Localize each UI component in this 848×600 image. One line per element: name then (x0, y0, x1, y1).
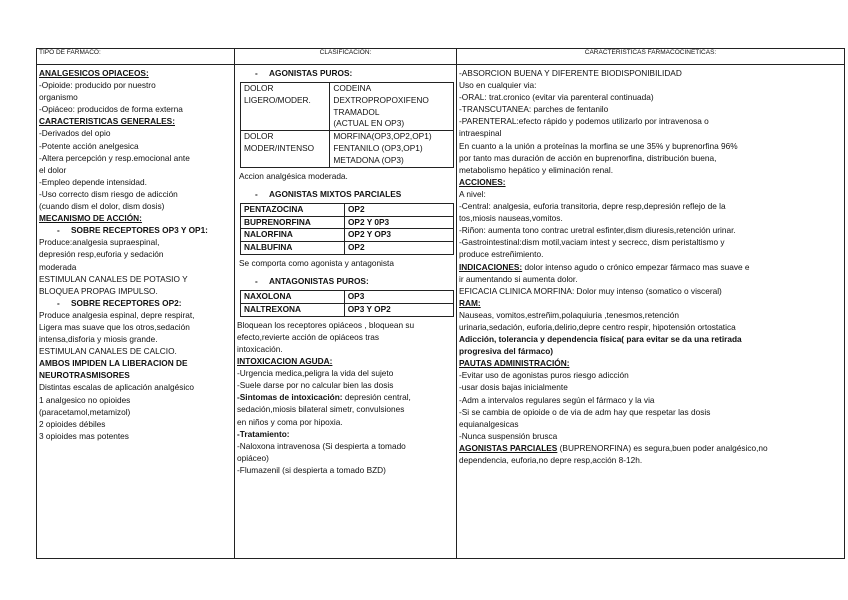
text-line: ESTIMULAN CANALES DE CALCIO. (39, 346, 177, 357)
text-line: EFICACIA CLINICA MORFINA: Dolor muy intenso (somatico o visceral) (459, 285, 722, 296)
text-line: -Central: analgesia, euforia transitoria, depre resp,depresión reflejo de la (459, 201, 726, 212)
sintomas-text: depresión central, (342, 392, 411, 403)
pharmacology-table (36, 48, 845, 559)
text-line: el dolor (39, 164, 67, 175)
table-cell: NALORFINA (241, 229, 345, 242)
antagonistas-table (240, 290, 454, 317)
text-line: Uso en cualquier via: (459, 80, 537, 91)
cell-text: FENTANILO (OP3,OP1) (333, 143, 423, 154)
table-cell: OP3 Y OP2 (344, 304, 453, 317)
cell-text: LIGERO/MODER. (244, 94, 311, 105)
indicaciones-title: INDICACIONES: (459, 261, 523, 272)
agonistas-puros-table (240, 82, 454, 168)
text-line: (cuando dism el dolor, dism dosis) (39, 201, 165, 212)
text-line: -Adm a intervalos regulares según el fármaco y la via (459, 394, 655, 405)
text-line (237, 391, 454, 403)
table-cell: NALTREXONA (241, 304, 345, 317)
text-line: -Opioide: producido por nuestro (39, 80, 156, 91)
table-cell: PENTAZOCINA (241, 203, 345, 216)
intoxicacion-title: INTOXICACION AGUDA: (237, 356, 333, 367)
tratamiento-label: -Tratamiento: (237, 428, 290, 439)
text-line: efecto,revierte acción de opiáceos tras (237, 331, 380, 342)
table-row (241, 304, 454, 317)
text-line: -Si se cambia de opioide o de via de adm hay que respetar las dosis (459, 406, 711, 417)
table-row (241, 131, 454, 167)
table-cell (330, 83, 454, 131)
text-line: intensa,disforia y miosis grande. (39, 334, 158, 345)
text-line: dependencia, euforia,no depre resp,acción 8-12h. (459, 455, 643, 465)
text-line: 1 analgesico no opioides (39, 394, 131, 405)
text-line: -Altera percepción y resp.emocional ante (39, 152, 190, 163)
header-row (37, 49, 845, 65)
text-line: Adicción, tolerancia y dependencia física( para evitar se da una retirada (459, 334, 742, 345)
cell-text: DEXTROPROPOXIFENO (333, 94, 429, 105)
text-line: (paracetamol,metamizol) (39, 406, 131, 417)
table-cell: OP2 (344, 203, 453, 216)
text-line: -Suele darse por no calcular bien las dosis (237, 380, 394, 391)
text-line: ESTIMULAN CANALES DE POTASIO Y (39, 273, 188, 284)
text-line: intraespinal (459, 128, 502, 139)
text-line: -Nunca suspensión brusca (459, 430, 558, 441)
op2-subtitle: - SOBRE RECEPTORES OP2: (39, 297, 232, 309)
text-line: -Gastrointestinal:dism motil,vaciam intest y secrecc, dism peristaltismo y (459, 237, 725, 248)
table-row (241, 216, 454, 229)
mecanismo-title: MECANISMO DE ACCIÓN: (39, 213, 142, 224)
cell-text: TRAMADOL (333, 106, 380, 117)
text-line: 2 opioides débiles (39, 418, 106, 429)
table-cell: OP2 Y OP3 (344, 229, 453, 242)
agonistas-puros-title: - AGONISTAS PUROS: (237, 67, 454, 79)
agonistas-parciales-title: AGONISTAS PARCIALES (459, 442, 558, 453)
text-line: NEUROTRASMISORES (39, 370, 130, 381)
table-cell: NAXOLONA (241, 291, 345, 304)
cell-text: (ACTUAL EN OP3) (333, 118, 405, 129)
text-line: AMBOS IMPIDEN LA LIBERACION DE (39, 358, 188, 369)
table-cell: OP2 Y 0P3 (344, 216, 453, 229)
text-line: -Riñon: aumenta tono contrac uretral esfinter,dism diuresis,retención urinar. (459, 225, 736, 236)
antagonistas-title: - ANTAGONISTAS PUROS: (237, 275, 454, 287)
table-cell: OP2 (344, 242, 453, 255)
text-line: en niños y coma por hipoxia. (237, 416, 343, 427)
header-caracteristicas: CARACTERISTICAS FARMACOCINETICAS: (457, 49, 845, 65)
text-line: Se comporta como agonista y antagonista (239, 258, 394, 269)
table-cell: OP3 (344, 291, 453, 304)
text-line: -Derivados del opio (39, 128, 111, 139)
text-line: -Uso correcto dism riesgo de adicción (39, 188, 178, 199)
text-line: Ligera mas suave que los otros,sedación (39, 321, 190, 332)
text-line: Nauseas, vomitos,estreñim,polaquiuria ,tenesmos,retención (459, 309, 679, 320)
text-line: -Opiáceo: producidos de forma externa (39, 104, 183, 115)
table-cell (241, 131, 330, 167)
cell-text: MORFINA(OP3,OP2,OP1) (333, 131, 432, 142)
table-row (241, 203, 454, 216)
text-line: -Naloxona intravenosa (Si despierta a tomado (237, 440, 406, 451)
text-line: depresión resp,euforia y sedación (39, 249, 164, 260)
text-line: -Potente acción anelgesica (39, 140, 139, 151)
agonistas-mixtos-table (240, 203, 454, 255)
table-cell: NALBUFINA (241, 242, 345, 255)
text-line: por tanto mas duración de acción en buprenorfina, distribución buena, (459, 152, 717, 163)
indicaciones-text: dolor intenso agudo o crónico empezar fármaco mas suave e (522, 261, 750, 272)
table-cell (241, 83, 330, 131)
text-line: BLOQUEA PROPAG IMPULSO. (39, 285, 158, 296)
op3-op1-subtitle: - SOBRE RECEPTORES OP3 Y OP1: (39, 224, 232, 236)
text-line: tos,miosis nauseas,vomitos. (459, 213, 563, 224)
text-line (459, 442, 842, 454)
agonistas-parciales-text: (BUPRENORFINA) es segura,buen poder analgésico,no (557, 442, 768, 453)
text-line: opiáceo) (237, 452, 269, 463)
text-line: metabolismo hepático y eliminación renal. (459, 164, 614, 175)
table-cell: BUPRENORFINA (241, 216, 345, 229)
header-tipo: TIPO DE FARMACO: (37, 49, 235, 65)
text-line: -Flumazenil (si despierta a tomado BZD) (237, 464, 386, 475)
text-line: Produce:analgesia supraespinal, (39, 237, 160, 248)
text-line: -Evitar uso de agonistas puros riesgo adicción (459, 370, 629, 381)
text-line: ir aumentando si aumenta dolor. (459, 273, 578, 284)
text-line: organismo (39, 92, 78, 103)
cell-text: DOLOR (244, 131, 274, 142)
caracteristicas-generales-title: CARACTERISTICAS GENERALES: (39, 116, 175, 127)
acciones-title: ACCIONES: (459, 176, 506, 187)
text-line: -ORAL: trat.cronico (evitar via parenteral continuada) (459, 92, 654, 103)
cell-text: METADONA (OP3) (333, 154, 404, 165)
text-line: Distintas escalas de aplicación analgésico (39, 382, 194, 393)
text-line: A nivel: (459, 188, 486, 199)
text-line: -ABSORCION BUENA Y DIFERENTE BIODISPONIBILIDAD (459, 68, 682, 78)
opiaceos-title: ANALGESICOS OPIACEOS: (39, 68, 149, 78)
clasificacion-column (235, 65, 457, 559)
text-line: Bloquean los receptores opiáceos , bloquean su (237, 319, 415, 330)
text-line: Accion analgésica moderada. (239, 170, 348, 181)
text-line: Produce analgesia espinal, depre respirat, (39, 309, 195, 320)
table-cell (330, 131, 454, 167)
table-row (241, 83, 454, 131)
text-line: 3 opioides mas potentes (39, 430, 129, 441)
document-page (36, 48, 844, 559)
text-line: sedación,miosis bilateral simetr, convulsiones (237, 404, 405, 415)
cell-text: DOLOR (244, 83, 274, 94)
text-line: moderada (39, 261, 77, 272)
text-line: produce estreñimiento. (459, 249, 544, 260)
text-line: -PARENTERAL:efecto rápido y podemos utilizarlo por intravenosa o (459, 116, 709, 127)
caracteristicas-column (457, 65, 845, 559)
agonistas-mixtos-title: - AGONISTAS MIXTOS PARCIALES (237, 188, 454, 200)
table-row (241, 229, 454, 242)
table-row (241, 242, 454, 255)
cell-text: MODER/INTENSO (244, 143, 315, 154)
pautas-title: PAUTAS ADMINISTRACIÓN: (459, 358, 570, 369)
text-line (459, 261, 842, 273)
text-line: -usar dosis bajas inicialmente (459, 382, 568, 393)
text-line: -Urgencia medica,peligra la vida del sujeto (237, 368, 394, 379)
tipo-column (37, 65, 235, 559)
text-line: equianalgesicas (459, 418, 519, 429)
sintomas-label: -Sintomas de intoxicación: (237, 392, 343, 403)
text-line: En cuanto a la unión a proteínas la morfina se une 35% y buprenorfina 96% (459, 140, 738, 151)
table-row (241, 291, 454, 304)
cell-text: CODEINA (333, 83, 372, 94)
ram-title: RAM: (459, 297, 481, 308)
header-clasificacion: CLASIFICACIÓN: (235, 49, 457, 65)
text-line: -Empleo depende intensidad. (39, 176, 147, 187)
text-line: urinaria,sedación, euforia,delirio,depre centro respir, hipotensión ortostatica (459, 321, 736, 332)
content-row (37, 65, 845, 559)
text-line: -TRANSCUTANEA: parches de fentanilo (459, 104, 609, 115)
text-line: intoxicación. (237, 344, 283, 355)
text-line: progresiva del fármaco) (459, 346, 554, 357)
